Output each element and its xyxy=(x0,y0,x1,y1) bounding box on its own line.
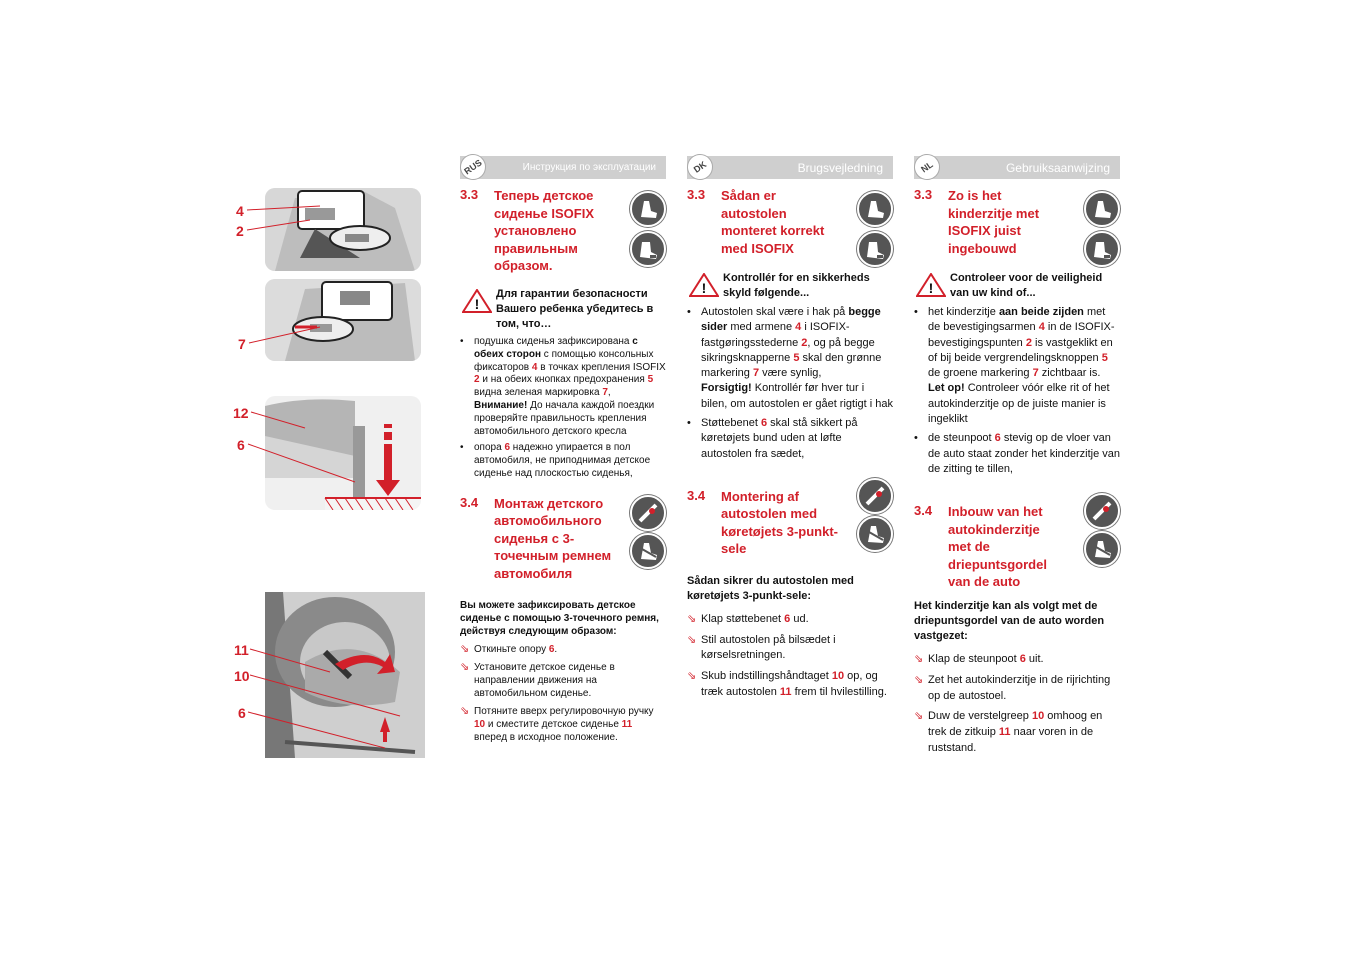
header-bar xyxy=(460,156,666,179)
section-3-3 xyxy=(914,187,1120,263)
section-title: Zo is het kinderzitje met ISOFIX juist ingebouwd xyxy=(948,188,1040,256)
steps xyxy=(687,612,893,701)
svg-text:!: ! xyxy=(701,280,707,296)
section-3-4 xyxy=(460,495,666,593)
section-number: 3.3 xyxy=(460,187,479,202)
header-title: Gebruiksaanwijzing xyxy=(1005,161,1110,175)
section-3-4 xyxy=(914,503,1120,599)
section-number: 3.4 xyxy=(460,494,479,510)
warning-triangle-icon xyxy=(462,289,492,313)
warning-text: Для гарантии безопасности Вашего ребенка убедитесь в том, что… xyxy=(496,288,654,330)
step-item: ⇘ Klap de steunpoot 6 uit. xyxy=(914,652,1120,668)
list-item: • опора 6 надежно упирается в пол автомобиля, не приподнимая детское сиденье над плоскостью сиденья, xyxy=(460,442,666,480)
checklist xyxy=(914,305,1120,477)
intro-text: Sådan sikrer du autostolen med køretøjets 3-punkt-sele: xyxy=(687,574,854,602)
svg-text:!: ! xyxy=(928,280,934,296)
callout-7: 7 xyxy=(238,336,246,352)
belt-icon xyxy=(857,478,893,514)
list-item: • подушка сиденья зафиксирована с обеих сторон с помощью консольных фиксаторов 4 в точках крепления ISOFIX 2 и на обеих кнопках предохранения 5 видна зеленая маркировка 7, Внимание! До начала каждой поездки проверяйте правильность крепления автомобильного детского кресла xyxy=(460,336,666,438)
column-dutch xyxy=(914,156,1120,761)
warning-triangle-icon xyxy=(916,273,946,297)
seat-isofix-icon xyxy=(1084,191,1120,227)
seat-belt-routing-icon xyxy=(1084,531,1120,567)
header-bar xyxy=(687,156,893,179)
safety-warning xyxy=(914,271,1120,301)
seat-belt-routing-icon xyxy=(630,533,666,569)
figure-belt-installation xyxy=(265,592,425,758)
language-tag: NL xyxy=(909,149,945,185)
steps xyxy=(914,652,1120,756)
isofix-connector-icon xyxy=(1084,231,1120,267)
warning-triangle-icon xyxy=(689,273,719,297)
step-item: ⇘ Откиньте опору 6. xyxy=(460,643,666,656)
figure-green-marking xyxy=(265,279,421,361)
language-tag: RUS xyxy=(455,149,491,185)
figure-support-leg xyxy=(265,396,421,510)
section-title: Montering af autostolen med køretøjets 3-punkt-sele xyxy=(721,488,839,557)
header-bar xyxy=(914,156,1120,179)
checklist xyxy=(687,305,893,462)
callout-6: 6 xyxy=(237,437,245,453)
step-item: ⇘ Klap støttebenet 6 ud. xyxy=(687,612,893,628)
svg-text:!: ! xyxy=(474,296,480,312)
intro-text: Вы можете зафиксировать детское сиденье с помощью 3-точечного ремня, действуя следующим образом: xyxy=(460,599,659,637)
callout-12: 12 xyxy=(233,405,249,421)
seat-isofix-icon xyxy=(857,191,893,227)
intro-text: Het kinderzitje kan als volgt met de driepuntsgordel van de auto worden vastgezet: xyxy=(914,600,1105,643)
section-3-4 xyxy=(687,488,893,574)
section-number: 3.4 xyxy=(687,487,706,503)
column-russian xyxy=(460,156,666,749)
step-item: ⇘ Zet het autokinderzitje in de rijrichting op de autostoel. xyxy=(914,673,1120,704)
section-3-3 xyxy=(460,187,666,279)
seat-isofix-icon xyxy=(630,191,666,227)
belt-icon xyxy=(1084,493,1120,529)
section-title: Монтаж детского автомобильного сиденья с 3-точечным ремнем автомобиля xyxy=(494,495,612,581)
steps xyxy=(460,643,666,744)
callout-11: 11 xyxy=(234,642,249,658)
step-item: ⇘ Skub indstillingshåndtaget 10 op, og træk autostolen 11 frem til hvilestilling. xyxy=(687,669,893,700)
section-title: Sådan er autostolen monteret korrekt med ISOFIX xyxy=(721,188,825,256)
section-title: Теперь детское сиденье ISOFIX установлено правильным образом. xyxy=(494,188,595,273)
language-tag: DK xyxy=(682,149,718,185)
warning-text: Controleer voor de veiligheid van uw kind of... xyxy=(950,272,1103,299)
warning-text: Kontrollér for en sikkerheds skyld følgende... xyxy=(723,272,870,299)
section-number: 3.3 xyxy=(687,187,706,202)
belt-icon xyxy=(630,495,666,531)
isofix-connector-icon xyxy=(630,231,666,267)
callout-10: 10 xyxy=(234,668,250,684)
section-number: 3.3 xyxy=(914,187,933,202)
section-3-3 xyxy=(687,187,893,263)
checklist xyxy=(460,336,666,481)
callout-4: 4 xyxy=(236,203,244,219)
callout-2: 2 xyxy=(236,223,244,239)
step-item: ⇘ Установите детское сиденье в направлении движения на автомобильном сиденье. xyxy=(460,661,666,700)
section-title: Inbouw van het autokinderzitje met de driepuntsgordel van de auto xyxy=(948,504,1047,590)
safety-warning xyxy=(460,287,666,332)
header-title: Инструкция по эксплуатации xyxy=(522,162,656,173)
list-item: • de steunpoot 6 stevig op de vloer van de auto staat zonder het kinderzitje van de zitting te tillen, xyxy=(914,431,1120,477)
figure-isofix-connection xyxy=(265,188,421,271)
section-number: 3.4 xyxy=(914,503,933,519)
safety-warning xyxy=(687,271,893,301)
seat-belt-routing-icon xyxy=(857,516,893,552)
callout-6-belt: 6 xyxy=(238,705,246,721)
list-item: • Autostolen skal være i hak på begge sider med armene 4 i ISOFIX-fastgøringsstederne 2, og på begge sikringsknapperne 5 skal den grønne markering 7 være synlig, Forsigtig! Kontrollér før hver tur i bilen, om autostolen er gået rigtigt i hak xyxy=(687,305,893,412)
isofix-connector-icon xyxy=(857,231,893,267)
list-item: • Støttebenet 6 skal stå sikkert på køretøjets bund uden at løfte autostolen fra sædet, xyxy=(687,416,893,462)
list-item: • het kinderzitje aan beide zijden met de bevestigingsarmen 4 in de ISOFIX-bevestigingspunten 2 is vastgeklikt en of bij beide vergrendelingsknoppen 5 de groene markering 7 zichtbaar is. Let op! Controleer vóór elke rit of het autokinderzitje op de juiste manier is ingeklikt xyxy=(914,305,1120,427)
column-danish xyxy=(687,156,893,705)
step-item: ⇘ Потяните вверх регулировочную ручку 10 и сместите детское сиденье 11 вперед в исходное положение. xyxy=(460,705,666,744)
header-title: Brugsvejledning xyxy=(797,161,883,175)
step-item: ⇘ Stil autostolen på bilsædet i kørselsretningen. xyxy=(687,633,893,664)
step-item: ⇘ Duw de verstelgreep 10 omhoog en trek de zitkuip 11 naar voren in de ruststand. xyxy=(914,709,1120,756)
